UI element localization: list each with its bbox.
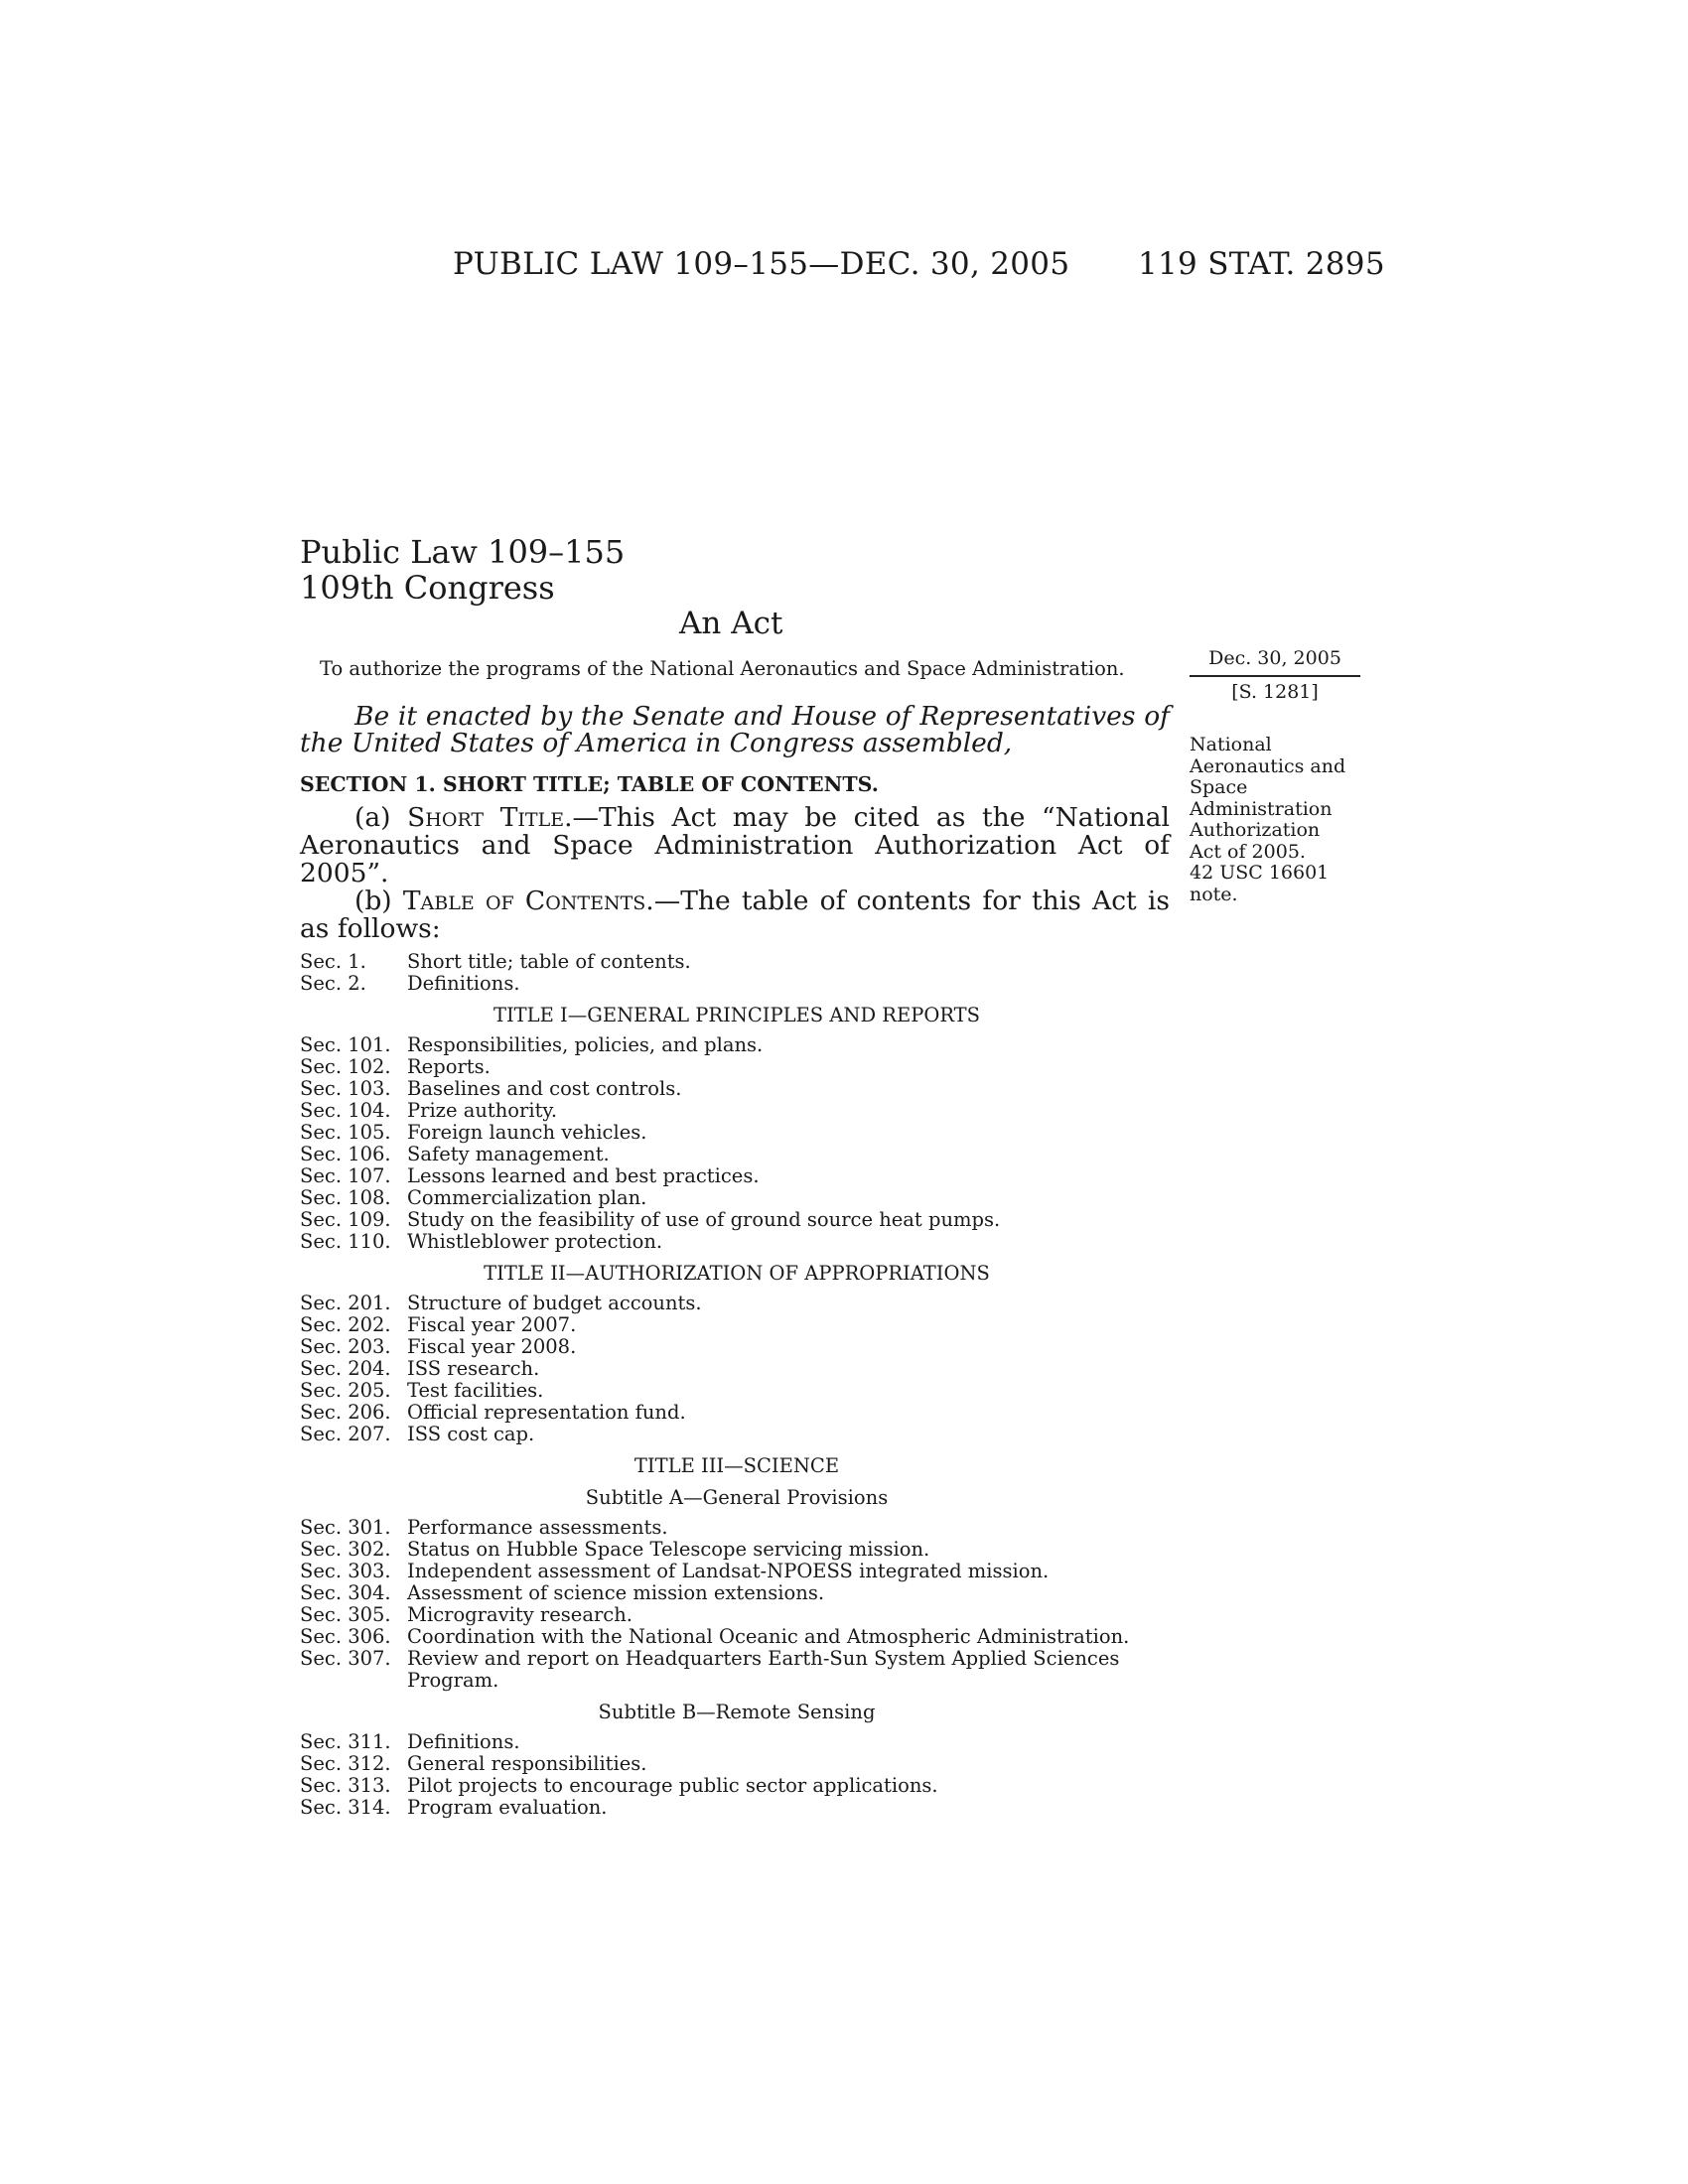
toc-row [300, 1424, 1174, 1445]
toc-section-number: Sec. 207. [300, 1423, 391, 1445]
toc-section-number: Sec. 206. [300, 1401, 391, 1424]
toc-section-title: Pilot projects to encourage public sector applications. [407, 1774, 938, 1797]
toc-section-number: Sec. 314. [300, 1796, 391, 1819]
toc-row [300, 1358, 1174, 1380]
toc-section-title: Status on Hubble Space Telescope servicing mission. [407, 1538, 930, 1561]
toc-section-title: Reports. [407, 1055, 491, 1078]
toc-subtitle-heading: Subtitle B—Remote Sensing [598, 1701, 876, 1723]
toc-row [300, 1187, 1174, 1209]
side-note-line: note. [1190, 883, 1238, 905]
toc-section-title: Definitions. [407, 1730, 520, 1753]
toc-row [300, 1604, 1174, 1626]
table-of-contents [300, 951, 1174, 1819]
toc-section-number: Sec. 301. [300, 1516, 391, 1539]
toc-section-title: Program evaluation. [407, 1796, 608, 1819]
toc-section-number: Sec. 101. [300, 1033, 391, 1056]
toc-row [300, 1078, 1174, 1100]
side-note-line: 42 USC 16601 [1190, 862, 1330, 884]
toc-row [300, 1380, 1174, 1402]
toc-section-title: Microgravity research. [407, 1603, 633, 1626]
toc-section-title: Foreign launch vehicles. [407, 1121, 647, 1144]
page-stat: 119 STAT. 2895 [1138, 246, 1385, 282]
toc-section-title: General responsibilities. [407, 1752, 647, 1775]
toc-section-number: Sec. 306. [300, 1625, 391, 1648]
toc-section-number: Sec. 108. [300, 1186, 391, 1209]
toc-section-title: Short title; table of contents. [407, 950, 691, 973]
toc-title-heading: TITLE II—AUTHORIZATION OF APPROPRIATIONS [484, 1262, 990, 1285]
toc-section-title: ISS research. [407, 1357, 540, 1380]
law-number: Public Law 109–155 [300, 533, 626, 571]
toc-section-number: Sec. 102. [300, 1055, 391, 1078]
toc-subtitle-heading: Subtitle A—General Provisions [585, 1486, 889, 1509]
toc-row [300, 1539, 1174, 1561]
toc-row [300, 1144, 1174, 1165]
toc-section-title: Fiscal year 2007. [407, 1313, 577, 1336]
toc-section-number: Sec. 110. [300, 1230, 391, 1253]
toc-section-number: Sec. 202. [300, 1313, 391, 1336]
subsection-b-text: .—The table of contents for this Act is as follows: [300, 886, 1170, 944]
toc-row [300, 1314, 1174, 1336]
toc-row [300, 1626, 1174, 1648]
toc-section-number: Sec. 1. [300, 950, 366, 973]
toc-section-title: Official representation fund. [407, 1401, 686, 1424]
toc-section-title: Commercialization plan. [407, 1186, 647, 1209]
section-1-body [300, 804, 1170, 943]
toc-section-title: Baselines and cost controls. [407, 1077, 682, 1100]
subsection-a [300, 804, 1170, 887]
toc-section-number: Sec. 105. [300, 1121, 391, 1144]
toc-section-title: Independent assessment of Landsat-NPOESS integrated mission. [407, 1560, 1050, 1582]
toc-row [300, 973, 1174, 995]
toc-row [300, 1034, 1174, 1056]
toc-section-number: Sec. 109. [300, 1208, 391, 1231]
subsection-b [300, 887, 1170, 943]
enacting-clause [300, 703, 1170, 756]
toc-row [300, 951, 1174, 973]
toc-row [300, 1056, 1174, 1078]
toc-section-number: Sec. 204. [300, 1357, 391, 1380]
enacting-clause-text: Be it enacted by the Senate and House of Representatives of the United States of America in Congress assembled, [300, 701, 1170, 758]
toc-row [300, 1731, 1174, 1753]
side-note-line: Aeronautics and [1190, 754, 1346, 777]
date-margin-note [1190, 645, 1360, 705]
act-heading: An Act [679, 606, 783, 641]
side-note-line: National [1190, 734, 1272, 755]
enactment-date: Dec. 30, 2005 [1208, 647, 1341, 669]
toc-section-title: Performance assessments. [407, 1516, 668, 1539]
toc-section-number: Sec. 203. [300, 1335, 391, 1358]
side-note-line: Space [1190, 776, 1248, 798]
toc-row [300, 1336, 1174, 1358]
toc-section-title: Review and report on Headquarters Earth-Sun System Applied Sciences Program. [407, 1647, 1120, 1692]
purpose-line: To authorize the programs of the National Aeronautics and Space Administration. [320, 657, 1125, 680]
toc-section-title: Structure of budget accounts. [407, 1292, 702, 1314]
toc-section-title: ISS cost cap. [407, 1423, 535, 1445]
statutory-side-note [1190, 735, 1388, 905]
toc-section-title: Definitions. [407, 972, 520, 995]
toc-section-title: Safety management. [407, 1143, 610, 1165]
toc-section-number: Sec. 205. [300, 1379, 391, 1402]
toc-row [300, 1122, 1174, 1144]
toc-row [300, 1517, 1174, 1539]
subsection-a-label: (a) [354, 802, 408, 833]
side-note-line: Authorization [1190, 819, 1321, 841]
congress: 109th Congress [300, 569, 555, 607]
toc-row [300, 1797, 1174, 1819]
toc-section-title: Prize authority. [407, 1099, 558, 1122]
toc-section-number: Sec. 312. [300, 1752, 391, 1775]
toc-section-title: Whistleblower protection. [407, 1230, 663, 1253]
subsection-a-heading: Short Title [407, 802, 565, 833]
running-title: PUBLIC LAW 109–155—DEC. 30, 2005 [453, 246, 1070, 282]
toc-section-number: Sec. 104. [300, 1099, 391, 1122]
section-1-heading: SECTION 1. SHORT TITLE; TABLE OF CONTENTS. [300, 772, 879, 796]
toc-row [300, 1100, 1174, 1122]
toc-section-number: Sec. 313. [300, 1774, 391, 1797]
toc-section-title: Study on the feasibility of use of ground source heat pumps. [407, 1208, 1001, 1231]
toc-row [300, 1775, 1174, 1797]
toc-row [300, 1402, 1174, 1424]
toc-section-number: Sec. 307. [300, 1647, 391, 1670]
toc-section-title: Responsibilities, policies, and plans. [407, 1033, 764, 1056]
toc-row [300, 1648, 1174, 1692]
toc-row [300, 1582, 1174, 1604]
toc-section-number: Sec. 201. [300, 1292, 391, 1314]
subsection-b-label: (b) [354, 886, 403, 916]
law-title-block [300, 534, 625, 606]
toc-row [300, 1561, 1174, 1582]
toc-row [300, 1231, 1174, 1253]
subsection-a-text: .—This Act may be cited as the “National Aeronautics and Space Administration Authorization Act of 2005”. [300, 802, 1170, 888]
toc-section-number: Sec. 107. [300, 1164, 391, 1187]
toc-row [300, 1165, 1174, 1187]
toc-section-title: Lessons learned and best practices. [407, 1164, 760, 1187]
toc-row [300, 1293, 1174, 1314]
toc-section-number: Sec. 311. [300, 1730, 391, 1753]
toc-section-number: Sec. 303. [300, 1560, 391, 1582]
bill-number: [S. 1281] [1231, 681, 1319, 703]
toc-title-heading: TITLE III—SCIENCE [633, 1454, 840, 1477]
side-note-line: Administration [1190, 797, 1333, 820]
toc-row [300, 1753, 1174, 1775]
toc-section-number: Sec. 106. [300, 1143, 391, 1165]
toc-section-number: Sec. 2. [300, 972, 366, 995]
toc-section-title: Assessment of science mission extensions. [407, 1581, 825, 1604]
subsection-b-heading: Table of Contents [402, 886, 646, 916]
toc-section-title: Coordination with the National Oceanic and Atmospheric Administration. [407, 1625, 1130, 1648]
toc-section-title: Test facilities. [407, 1379, 544, 1402]
toc-row [300, 1209, 1174, 1231]
toc-section-title: Fiscal year 2008. [407, 1335, 577, 1358]
side-note-line: Act of 2005. [1190, 840, 1306, 863]
toc-title-heading: TITLE I—GENERAL PRINCIPLES AND REPORTS [492, 1004, 981, 1026]
toc-section-number: Sec. 103. [300, 1077, 391, 1100]
divider [1190, 675, 1360, 677]
toc-section-number: Sec. 302. [300, 1538, 391, 1561]
toc-section-number: Sec. 305. [300, 1603, 391, 1626]
toc-section-number: Sec. 304. [300, 1581, 391, 1604]
